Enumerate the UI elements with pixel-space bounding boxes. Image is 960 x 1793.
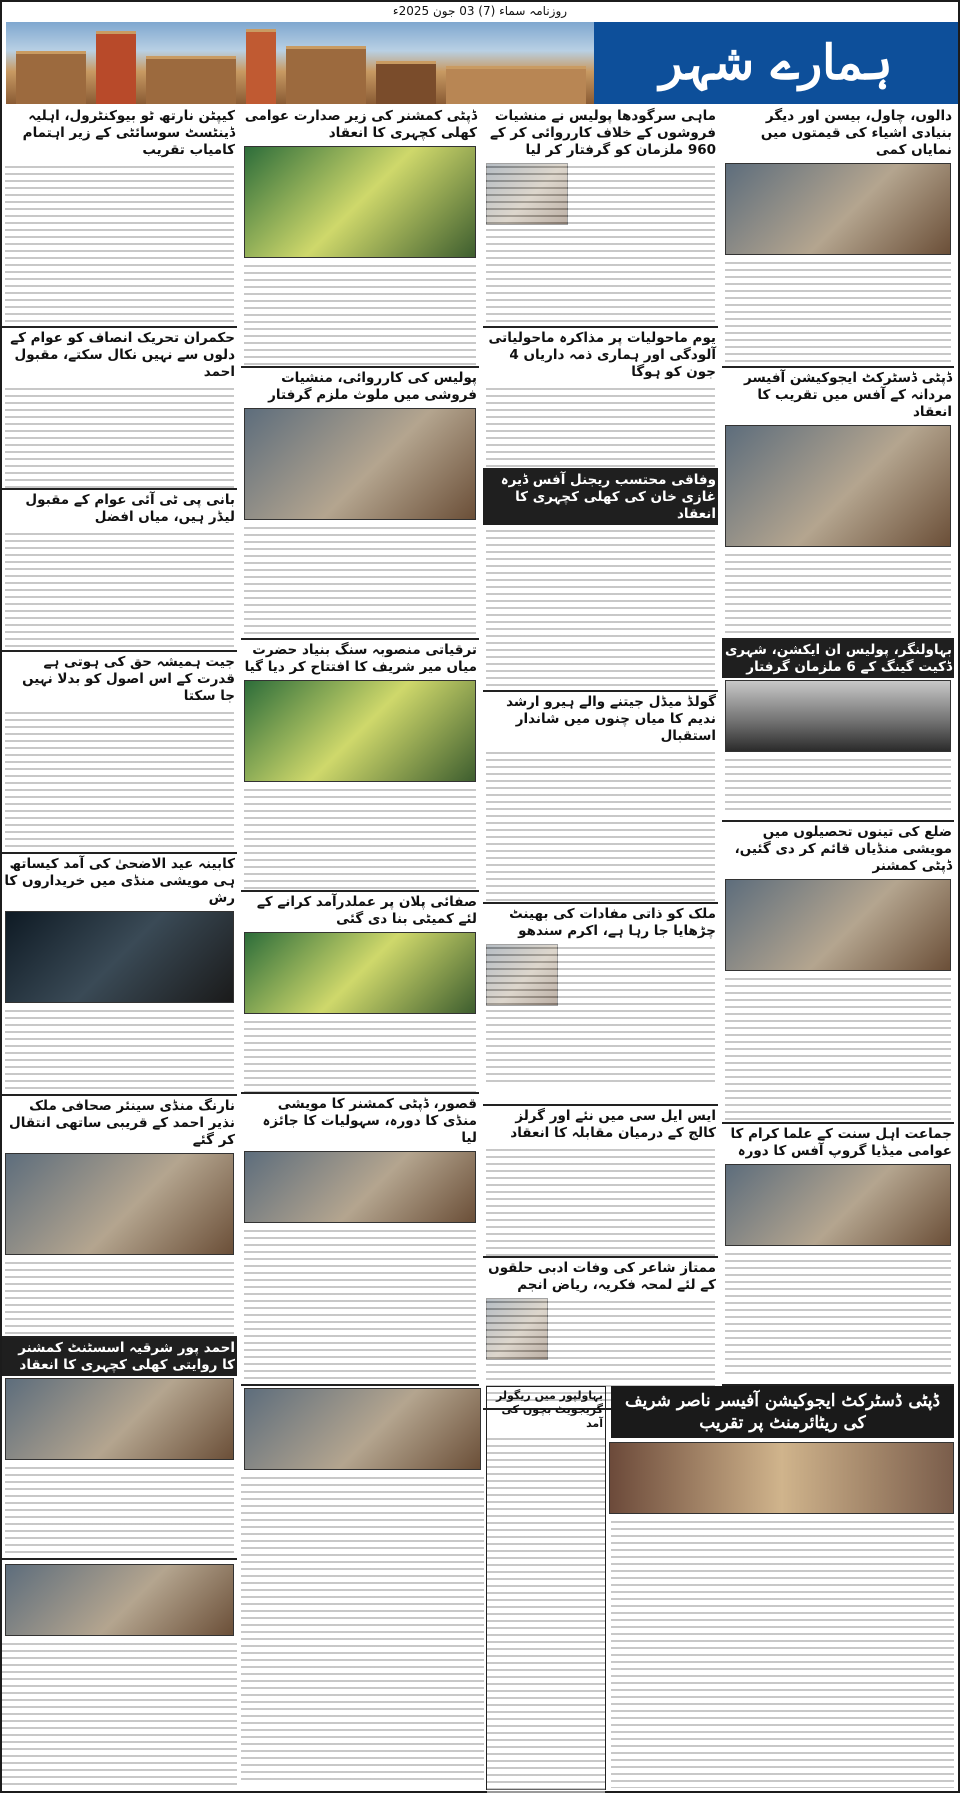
story <box>241 640 479 892</box>
story <box>241 1094 479 1386</box>
headline: پولیس کی کارروائی، منشیات فروشی میں ملوث ملزم گرفتار <box>268 370 477 403</box>
headline: کیپٹن نارتھ ٹو بیوکنٹرول، اہلیہ ڈینٹسٹ سوسائٹی کے زیر اہتمام کامیاب تقریب <box>22 108 235 158</box>
news-photo <box>725 680 951 752</box>
story <box>483 106 718 328</box>
news-photo <box>725 879 951 971</box>
news-photo <box>5 1564 234 1636</box>
headline: ڈپٹی کمشنر کی زیر صدارت عوامی کھلی کچہری کا انعقاد <box>244 108 477 141</box>
news-photo <box>244 932 476 1014</box>
headline: ممتاز شاعر کی وفات ادبی حلقوں کے لئے لمحہ فکریہ، ریاض انجم <box>488 1260 716 1293</box>
headline: گولڈ میڈل جیتنے والے ہیرو ارشد ندیم کا میاں چنوں میں شاندار استقبال <box>506 694 716 744</box>
event-banner <box>611 1386 954 1438</box>
event-banner-title: ڈپٹی ڈسٹرکٹ ایجوکیشن آفیسر ناصر شریف کی ریٹائرمنٹ پر تقریب <box>624 1391 941 1433</box>
news-photo <box>5 1378 234 1460</box>
story <box>722 368 954 640</box>
story <box>241 106 479 368</box>
headline: قصور، ڈپٹی کمشنر کا مویشی منڈی کا دورہ، سہولیات کا جائزہ لیا <box>262 1096 477 1146</box>
headline: ضلع کی تینوں تحصیلوں میں مویشی منڈیاں قائم کر دی گئیں، ڈپٹی کمشنر <box>734 824 952 874</box>
bottom-story <box>241 1386 484 1788</box>
headline: دالوں، چاول، بیسن اور دیگر بنیادی اشیاء کی قیمتوں میں نمایاں کمی <box>760 108 952 158</box>
story <box>2 490 237 652</box>
bottom-left-story <box>2 1562 237 1788</box>
headline: بانی پی ٹی آئی عوام کے مقبول لیڈر ہیں، میاں افضل <box>25 492 235 525</box>
headline: بہاولپور میں ریگولر گریجویٹ بچوں کی آمد <box>496 1389 603 1430</box>
story <box>483 1106 718 1258</box>
headline: احمد پور شرقیہ اسسٹنٹ کمشنر کا روایتی کھلی کچہری کا انعقاد <box>2 1338 237 1376</box>
news-photo <box>244 1388 481 1470</box>
headline: ڈپٹی ڈسٹرکٹ ایجوکیشن آفیسر مردانہ کے آفس میں تقریب کا انعقاد <box>744 370 952 420</box>
news-photo <box>5 1153 234 1255</box>
story <box>2 854 237 1096</box>
headline: ایس ایل سی میں نئے اور گرلز کالج کے درمیان مقابلہ کا انعقاد <box>510 1108 716 1141</box>
masthead-line: روزنامہ سماء (7) 03 جون 2025ء <box>392 4 568 18</box>
story <box>2 1096 237 1338</box>
story <box>241 892 479 1094</box>
city-banner <box>6 22 958 104</box>
news-photo <box>725 1164 951 1246</box>
headline: جماعت اہل سنت کے علما کرام کا عوامی میڈیا گروپ آفس کا دورہ <box>730 1126 952 1159</box>
event-text <box>611 1516 954 1788</box>
story <box>2 652 237 854</box>
story <box>2 1338 237 1560</box>
headline: صفائی پلان پر عملدرآمد کرانے کے لئے کمیٹی بنا دی گئی <box>256 894 477 927</box>
headline: ملک کو ذاتی مفادات کی بھینٹ چڑھایا جا رہا ہے، اکرم سندھو <box>509 906 716 939</box>
story <box>722 822 954 1124</box>
news-photo <box>244 680 476 782</box>
news-photo <box>5 911 234 1003</box>
news-photo <box>725 425 951 547</box>
headline: کابینہ عید الاضحیٰ کی آمد کیساتھ ہی مویشی منڈی میں خریداروں کا رش <box>4 856 235 906</box>
story <box>2 106 237 328</box>
story <box>2 328 237 490</box>
story <box>722 106 954 368</box>
story <box>483 328 718 470</box>
section-title: ہمارے شہر <box>659 35 893 91</box>
news-photo <box>244 1151 476 1223</box>
news-photo <box>725 163 951 255</box>
headline: یوم ماحولیات پر مذاکرہ ماحولیاتی آلودگی اور ہماری ذمہ داریاں 4 جون کو ہوگا <box>488 330 716 380</box>
event-photo <box>609 1442 954 1514</box>
headline: ماہی سرگودھا پولیس نے منشیات فروشوں کے خلاف کارروائی کر کے 960 ملزمان کو گرفتار کر لیا <box>489 108 716 158</box>
story <box>483 904 718 1106</box>
section-title-box <box>594 22 958 104</box>
headline: ترقیاتی منصوبہ سنگ بنیاد حضرت میاں میر شریف کا افتتاح کر دیا گیا <box>244 642 477 675</box>
story <box>241 368 479 640</box>
city-photo-strip <box>6 22 594 104</box>
headline: نارنگ منڈی سینئر صحافی ملک نذیر احمد کے قریبی ساتھی انتقال کر گئے <box>9 1098 235 1148</box>
news-photo <box>244 146 476 258</box>
headline: بہاولنگر، پولیس ان ایکشن، شہری ڈکیت گینگ کے 6 ملزمان گرفتار <box>722 640 954 678</box>
headline: حکمران تحریک انصاف کو عوام کے دلوں سے نہیں نکال سکتے، مقبول احمد <box>10 330 235 380</box>
story <box>722 1124 954 1386</box>
story <box>722 640 954 822</box>
headline: وفاقی محتسب ریجنل آفس ڈیرہ غازی خان کی کھلی کچہری کا انعقاد <box>483 470 718 525</box>
news-photo <box>244 408 476 520</box>
story <box>483 692 718 904</box>
small-news-box <box>486 1386 606 1790</box>
headline: جیت ہمیشہ حق کی ہوتی ہے قدرت کے اس اصول کو بدلا نہیں جا سکتا <box>22 654 235 704</box>
story <box>483 470 718 692</box>
